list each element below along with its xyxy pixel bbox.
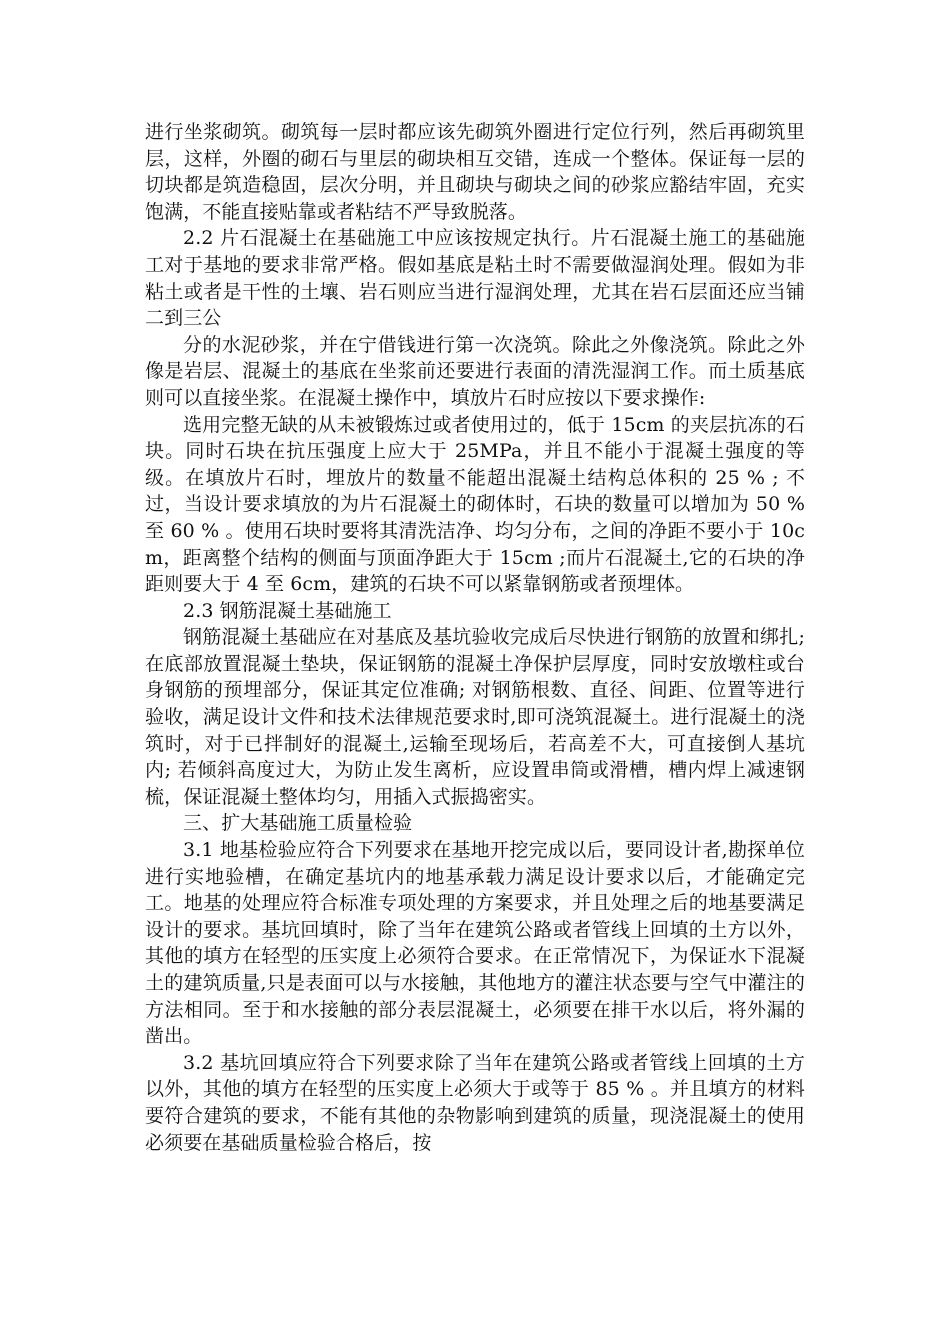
- paragraph-2-2-rubble-concrete: 2.2 片石混凝土在基础施工中应该按规定执行。片石混凝土施工的基础施工对于基地的要求非常严格。假如基底是粘土时不需要做湿润处理。假如为非粘土或者是干性的土壤、岩石则应当进行湿润处理，尤其在岩石层面还应当铺二到三公: [145, 227, 805, 330]
- paragraph-3-2-backfill: 3.2 基坑回填应符合下列要求除了当年在建筑公路或者管线上回填的土方以外，其他的填方在轻型的压实度上必须大于或等于 85 % 。并且填方的材料要符合建筑的要求，不能有其他的杂物影响到建筑的质量，现浇混凝土的使用必须要在基础质量检验合格后，按: [145, 1051, 805, 1154]
- paragraph-stone-requirements: 选用完整无缺的从未被锻炼过或者使用过的，低于 15cm 的夹层抗冻的石块。同时石块在抗压强度上应大于 25MPa，并且不能小于混凝土强度的等级。在填放片石时，埋放片的数量不能超出混凝土结构总体积的 25 % ; 不过，当设计要求填放的为片石混凝土的砌体时，石块的数量可以增加为 50 % 至 60 % 。使用石块时要将其清洗洁净、均匀分布，之间的净距不要小于 10cm，距离整个结构的侧面与顶面净距大于 15cm ;而片石混凝土,它的石块的净距则要大于 4 至 6cm，建筑的石块不可以紧靠钢筋或者预埋体。: [145, 413, 805, 596]
- paragraph-3-1-foundation-inspection: 3.1 地基检验应符合下列要求在基地开挖完成以后，要同设计者,勘探单位进行实地验槽，在确定基坑内的地基承载力满足设计要求以后，才能确定完工。地基的处理应符合标准专项处理的方案要求，并且处理之后的地基要满足设计的要求。基坑回填时，除了当年在建筑公路或者管线上回填的土方以外，其他的填方在轻型的压实度上必须符合要求。在正常情况下，为保证水下混凝土的建筑质量,只是表面可以与水接触，其他地方的灌注状态要与空气中灌注的方法相同。至于和水接触的部分表层混凝土，必须要在排干水以后，将外漏的凿出。: [145, 839, 805, 1048]
- heading-section-3: 三、扩大基础施工质量检验: [183, 812, 413, 835]
- paragraph-2-2-continued: 分的水泥砂浆，并在宁借钱进行第一次浇筑。除此之外像浇筑。除此之外像是岩层、混凝土的基底在坐浆前还要进行表面的清洗湿润工作。而土质基底则可以直接坐浆。在混凝土操作中，填放片石时应按以下要求操作:: [145, 333, 805, 409]
- document-body: [145, 119, 805, 1156]
- paragraph-masonry-continued: 进行坐浆砌筑。砌筑每一层时都应该先砌筑外圈进行定位行列，然后再砌筑里层，这样，外圈的砌石与里层的砌块相互交错，连成一个整体。保证每一层的切块都是筑造稳固，层次分明，并且砌块与砌块之间的砂浆应豁结牢固，充实饱满，不能直接贴靠或者粘结不严导致脱落。: [145, 121, 805, 223]
- paragraph-2-3-reinforced-concrete: 钢筋混凝土基础应在对基底及基坑验收完成后尽快进行钢筋的放置和绑扎; 在底部放置混凝土垫块，保证钢筋的混凝土净保护层厚度，同时安放墩柱或台身钢筋的预埋部分，保证其定位准确; 对钢筋根数、直径、间距、位置等进行验收，满足设计文件和技术法律规范要求时,即可浇筑混凝土。进行混凝土的浇筑时，对于已拌制好的混凝土,运输至现场后，若高差不大，可直接倒人基坑内; 若倾斜高度过大，为防止发生离析，应设置串筒或滑槽，槽内焊上减速钢梳，保证混凝土整体均匀，用插入式振捣密实。: [145, 626, 805, 808]
- heading-2-3: 2.3 钢筋混凝土基础施工: [183, 599, 392, 622]
